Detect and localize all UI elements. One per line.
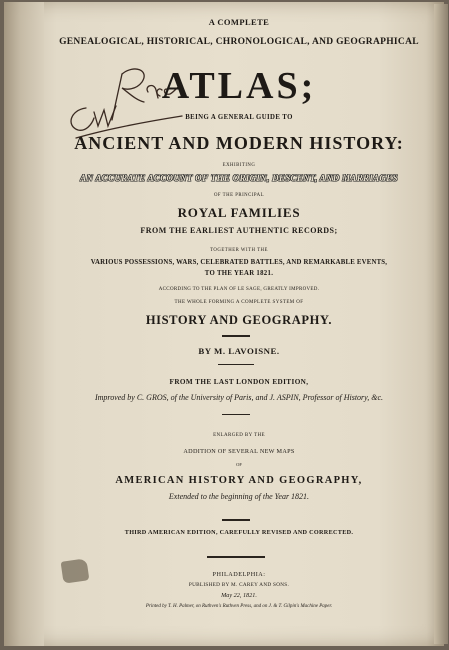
divider-rule-3 (222, 414, 250, 415)
heading-royal-families: ROYAL FAMILIES (177, 205, 301, 220)
subtitle-ancient-modern-history: ANCIENT AND MODERN HISTORY: (74, 133, 404, 153)
text-of-the-principal: OF THE PRINCIPAL (213, 193, 265, 198)
text-third-american-edition: THIRD AMERICAN EDITION, CAREFULLY REVISED AND CORRECTED. (124, 529, 354, 536)
title-line-complete: A COMPLETE (208, 17, 270, 27)
divider-rule-2 (218, 364, 254, 365)
text-author: BY M. LAVOISNE. (198, 346, 280, 356)
divider-rule-5 (207, 556, 265, 558)
text-plan-le-sage: ACCORDING TO THE PLAN OF LE SAGE, GREATLY IMPROVED. (158, 287, 320, 292)
title-line-genealogical: GENEALOGICAL, HISTORICAL, CHRONOLOGICAL, AND GEOGRAPHICAL (59, 37, 419, 47)
text-improved-by: Improved by C. GROS, of the University of Paris, and J. ASPIN, Professor of History, &c. (94, 393, 384, 402)
imprint-date: May 22, 1821. (221, 592, 257, 599)
heading-history-geography: HISTORY AND GEOGRAPHY. (145, 313, 333, 327)
text-whole-forming: THE WHOLE FORMING A COMPLETE SYSTEM OF (174, 300, 304, 305)
imprint-publisher: PUBLISHED BY M. CAREY AND SONS. (188, 582, 290, 588)
text-extended-1821: Extended to the beginning of the Year 1821. (168, 492, 310, 501)
text-together-with: TOGETHER WITH THE (210, 248, 268, 253)
imprint-city: PHILADELPHIA: (212, 571, 266, 578)
divider-rule-4 (222, 519, 250, 521)
text-exhibiting: EXHIBITING (222, 163, 256, 168)
page-binding-edge (4, 2, 44, 646)
text-various-possessions: VARIOUS POSSESSIONS, WARS, CELEBRATED BATTLES, AND REMARKABLE EVENTS, (90, 259, 388, 266)
main-title-atlas: ATLAS; (161, 65, 317, 107)
page-right-edge (434, 4, 448, 644)
imprint-printer: Printed by T. H. Palmer, on Ruthven's Ruthven Press, and on J. & T. Gilpin's Machine Paper. (145, 604, 333, 609)
text-enlarged-by: ENLARGED BY THE (213, 433, 265, 438)
text-last-london-edition: FROM THE LAST LONDON EDITION, (169, 378, 309, 386)
text-to-the-year: TO THE YEAR 1821. (204, 270, 274, 277)
heading-american-history: AMERICAN HISTORY AND GEOGRAPHY, (115, 475, 363, 486)
text-addition-new-maps: ADDITION OF SEVERAL NEW MAPS (183, 448, 295, 455)
divider-rule-1 (222, 335, 250, 337)
subtitle-general-guide: BEING A GENERAL GUIDE TO (185, 114, 293, 121)
text-earliest-records: FROM THE EARLIEST AUTHENTIC RECORDS; (140, 226, 338, 235)
text-of: OF (236, 462, 242, 467)
text-accurate-account: AN ACCURATE ACCOUNT OF THE ORIGIN, DESCENT, AND MARRIAGES (80, 173, 398, 183)
